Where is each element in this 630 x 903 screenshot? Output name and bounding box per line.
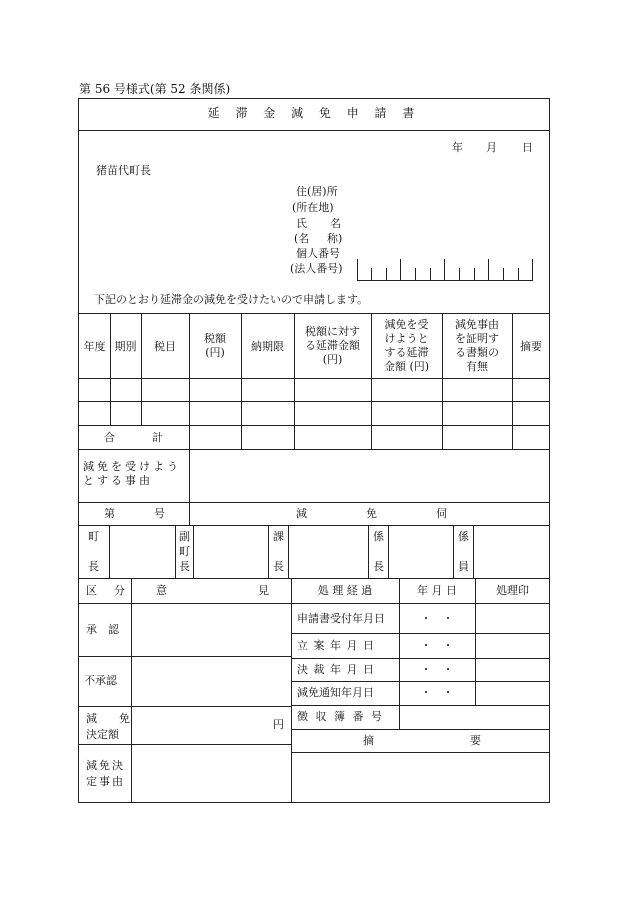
col-header-remarks: 摘要 bbox=[520, 340, 542, 353]
remarks-label-2: 要 bbox=[470, 734, 481, 747]
title-label-1: (名 bbox=[294, 232, 310, 245]
form-title: 延 滞 金 減 免 申 請 書 bbox=[207, 106, 421, 120]
role-deputy-top: 副 bbox=[179, 530, 190, 543]
name-label-1: 氏 bbox=[296, 217, 307, 230]
decision-reason-label-1: 減免決 bbox=[86, 759, 125, 772]
col-header-tax-item: 税目 bbox=[154, 340, 176, 353]
stamp-label: 処理印 bbox=[496, 584, 529, 597]
personal-number-label: 個人番号 bbox=[296, 247, 340, 260]
approval-label-gen: 減 bbox=[296, 507, 307, 520]
col-header-tax-amount: 税額 (円) bbox=[204, 332, 226, 359]
name-label-2: 名 bbox=[330, 217, 341, 230]
date-year-label: 年 bbox=[452, 141, 463, 154]
role-mayor-bottom: 長 bbox=[88, 560, 99, 573]
total-label-2: 計 bbox=[152, 431, 163, 444]
step-notice-date: 減免通知年月日 bbox=[297, 686, 374, 699]
step-approval-date: 決 裁 年 月 日 bbox=[297, 663, 375, 676]
col-header-late-fee: 税額に対す る延滞金額 (円) bbox=[305, 325, 360, 366]
decided-amount-label-2: 決定額 bbox=[86, 728, 119, 741]
kubun-label-2: 分 bbox=[114, 584, 125, 597]
addressee: 猪苗代町長 bbox=[96, 164, 151, 177]
title-label-2: 称) bbox=[327, 232, 343, 245]
ymd-label: 年 月 日 bbox=[417, 584, 457, 597]
role-staff-bottom: 員 bbox=[458, 560, 469, 573]
role-subsection-chief-top: 係 bbox=[373, 530, 384, 543]
col-header-proof-document: 減免事由 を証明す る書類の 有無 bbox=[455, 318, 499, 373]
rejected-label: 不承認 bbox=[84, 674, 117, 687]
address-label: 住(居)所 bbox=[296, 185, 338, 198]
date-day-label: 日 bbox=[522, 141, 533, 154]
role-staff-top: 係 bbox=[458, 530, 469, 543]
role-mayor-top: 町 bbox=[88, 530, 99, 543]
remarks-label-1: 摘 bbox=[363, 734, 374, 747]
corporate-number-label: (法人番号) bbox=[290, 262, 343, 275]
approval-label-ukagai: 伺 bbox=[436, 507, 447, 520]
total-label-1: 合 bbox=[104, 431, 115, 444]
draft-date-dots: ・ ・ bbox=[420, 639, 454, 652]
decided-amount-label-1: 減 免 bbox=[86, 712, 130, 725]
approval-label-men: 免 bbox=[366, 507, 377, 520]
location-label: (所在地) bbox=[292, 201, 334, 214]
col-header-reduction-amount: 減免を受 けようと する延滞 金額 (円) bbox=[383, 318, 430, 373]
opinion-label-1: 意 bbox=[156, 584, 167, 597]
approval-date-dots: ・ ・ bbox=[420, 663, 454, 676]
application-statement: 下記のとおり延滞金の減免を受けたいので申請します。 bbox=[94, 293, 369, 306]
kubun-label-1: 区 bbox=[86, 584, 97, 597]
step-ledger-number: 徴 収 簿 番 号 bbox=[297, 710, 384, 723]
notice-date-dots: ・ ・ bbox=[420, 686, 454, 699]
col-header-due-date: 納期限 bbox=[251, 340, 284, 353]
role-section-chief-bottom: 長 bbox=[273, 560, 284, 573]
role-deputy-mid: 町 bbox=[179, 545, 190, 558]
yen-label: 円 bbox=[273, 718, 284, 731]
col-header-year: 年度 bbox=[83, 340, 106, 353]
number-boxes[interactable] bbox=[357, 259, 533, 281]
opinion-label-2: 見 bbox=[258, 584, 269, 597]
receipt-date-dots: ・ ・ bbox=[420, 612, 454, 625]
step-receipt-date: 申請書受付年月日 bbox=[297, 612, 385, 625]
number-label-go: 号 bbox=[154, 507, 165, 520]
role-subsection-chief-bottom: 長 bbox=[373, 560, 384, 573]
step-draft-date: 立 案 年 月 日 bbox=[297, 639, 375, 652]
form-number-label: 第 56 号様式(第 52 条関係) bbox=[79, 82, 231, 96]
date-month-label: 月 bbox=[486, 141, 497, 154]
role-section-chief-top: 課 bbox=[273, 530, 284, 543]
approved-label: 承 認 bbox=[86, 623, 119, 636]
process-history-label: 処 理 経 過 bbox=[317, 584, 373, 597]
role-deputy-bottom: 長 bbox=[179, 560, 190, 573]
number-label-dai: 第 bbox=[104, 507, 115, 520]
decision-reason-label-2: 定事由 bbox=[86, 775, 125, 788]
col-header-period: 期別 bbox=[114, 340, 137, 353]
reduction-reason-label: 減免を受けよう とする事由 bbox=[83, 460, 181, 487]
